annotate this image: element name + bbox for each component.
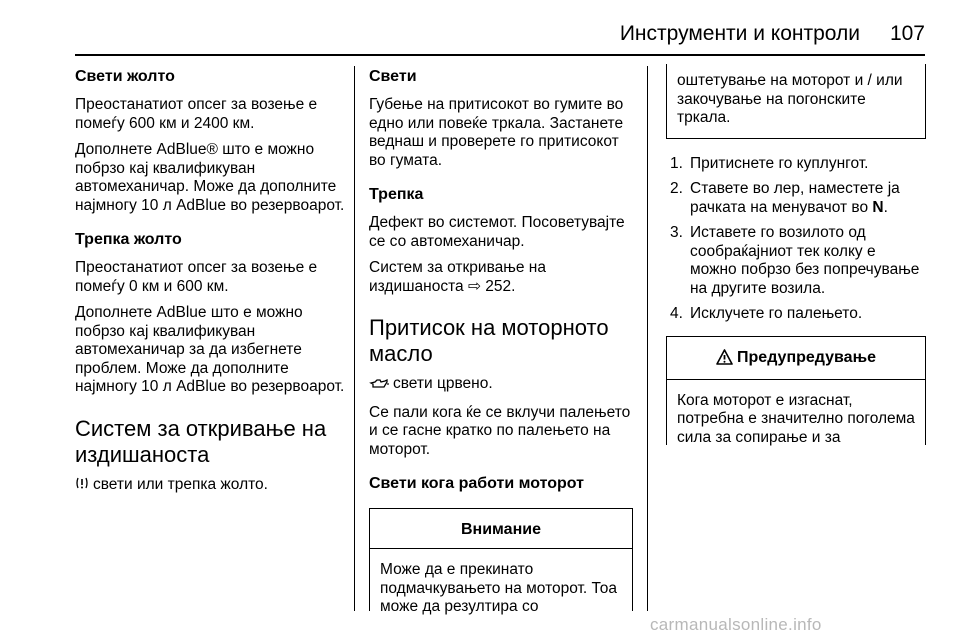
caution-text: Може да е прекинато подмачкувањето на моторот. Тоа може да резултира со <box>380 561 618 615</box>
watermark: carmanualsonline.info <box>650 615 822 634</box>
section-title-on: Свети <box>369 68 417 85</box>
paragraph: Губење на притисокот во гумите во едно или повеќе тркала. Застанете веднаш и проверете го притисокот во гумата. <box>369 96 624 169</box>
section-title-engine-running: Свети кога работи моторот <box>369 475 584 492</box>
column-3 <box>666 66 926 445</box>
warning-text: Кога моторот е изгаснат, потребна е значително поголема сила за сопирање и за <box>677 391 915 446</box>
column-2 <box>369 66 633 615</box>
status-text: свети или трепка жолто. <box>93 475 268 493</box>
page-number: 107 <box>889 22 925 45</box>
paragraph <box>369 375 633 396</box>
caution-title: Внимание <box>370 509 632 549</box>
caution-text-continued: оштетување на моторот и / или закочување на погонските тркала. <box>677 72 903 126</box>
paragraph: Дополнете AdBlue® што е можно побрзо кај квалификуван автомеханичар. Може да дополните најмногу 10 л AdBlue во резервоарот. <box>75 141 345 214</box>
column-divider-right <box>647 66 648 611</box>
column-divider-left <box>354 66 355 611</box>
section-title-yellow-on: Свети жолто <box>75 68 175 85</box>
paragraph: Се пали кога ќе се вклучи палењето и се гасне кратко по палењето на моторот. <box>369 403 631 458</box>
reference-text: Систем за откривање на издишаноста <box>369 259 546 295</box>
column-1 <box>75 66 347 504</box>
engine-check-icon <box>75 476 89 497</box>
section-heading-oil-pressure: Притисок на моторното масло <box>369 315 609 366</box>
paragraph: Дополнете AdBlue што е можно побрзо кај квалификуван автомеханичар за да избегнете проблем. Може да дополните најмногу 10 л AdBlue во резервоарот. <box>75 304 345 395</box>
section-title-flashing: Трепка <box>369 186 424 203</box>
list-item: 3. Иставете го возилото од сообраќајниот тек колку е можно побрзо без попречување на другите возила. <box>670 224 920 297</box>
gear-neutral-label: N <box>872 198 884 216</box>
section-title-yellow-flashing: Трепка жолто <box>75 231 182 248</box>
reference-page-link[interactable]: 252. <box>480 277 516 295</box>
oil-can-icon <box>369 377 389 396</box>
warning-title: Предупредување <box>737 348 876 366</box>
page-header-title: Инструменти и контроли <box>619 22 860 45</box>
warning-triangle-icon <box>716 349 733 370</box>
reference-arrow-icon: ⇨ <box>467 277 481 295</box>
warning-box <box>666 336 926 445</box>
caution-box-continued <box>666 64 926 139</box>
paragraph: Дефект во системот. Посоветувајте се со автомеханичар. <box>369 214 625 250</box>
paragraph: Преостанатиот опсег за возење е помеѓу 600 км и 2400 км. <box>75 96 318 132</box>
paragraph: Преостанатиот опсег за возење е помеѓу 0 км и 600 км. <box>75 259 318 295</box>
list-item: 2. Ставете во лер, наместете ја рачката на менувачот во N. <box>670 180 900 216</box>
paragraph <box>75 476 347 497</box>
header-divider <box>75 54 925 56</box>
section-heading-deflation-detection: Систем за откривање на издишаноста <box>75 415 327 467</box>
caution-box <box>369 508 633 615</box>
paragraph <box>369 259 633 296</box>
status-text: свети црвено. <box>393 375 493 392</box>
list-item: 1. Притиснете го куплунгот. <box>670 154 869 172</box>
warning-header <box>667 337 925 380</box>
list-item: 4. Исклучете го палењето. <box>670 305 863 322</box>
procedure-steps <box>666 155 926 324</box>
